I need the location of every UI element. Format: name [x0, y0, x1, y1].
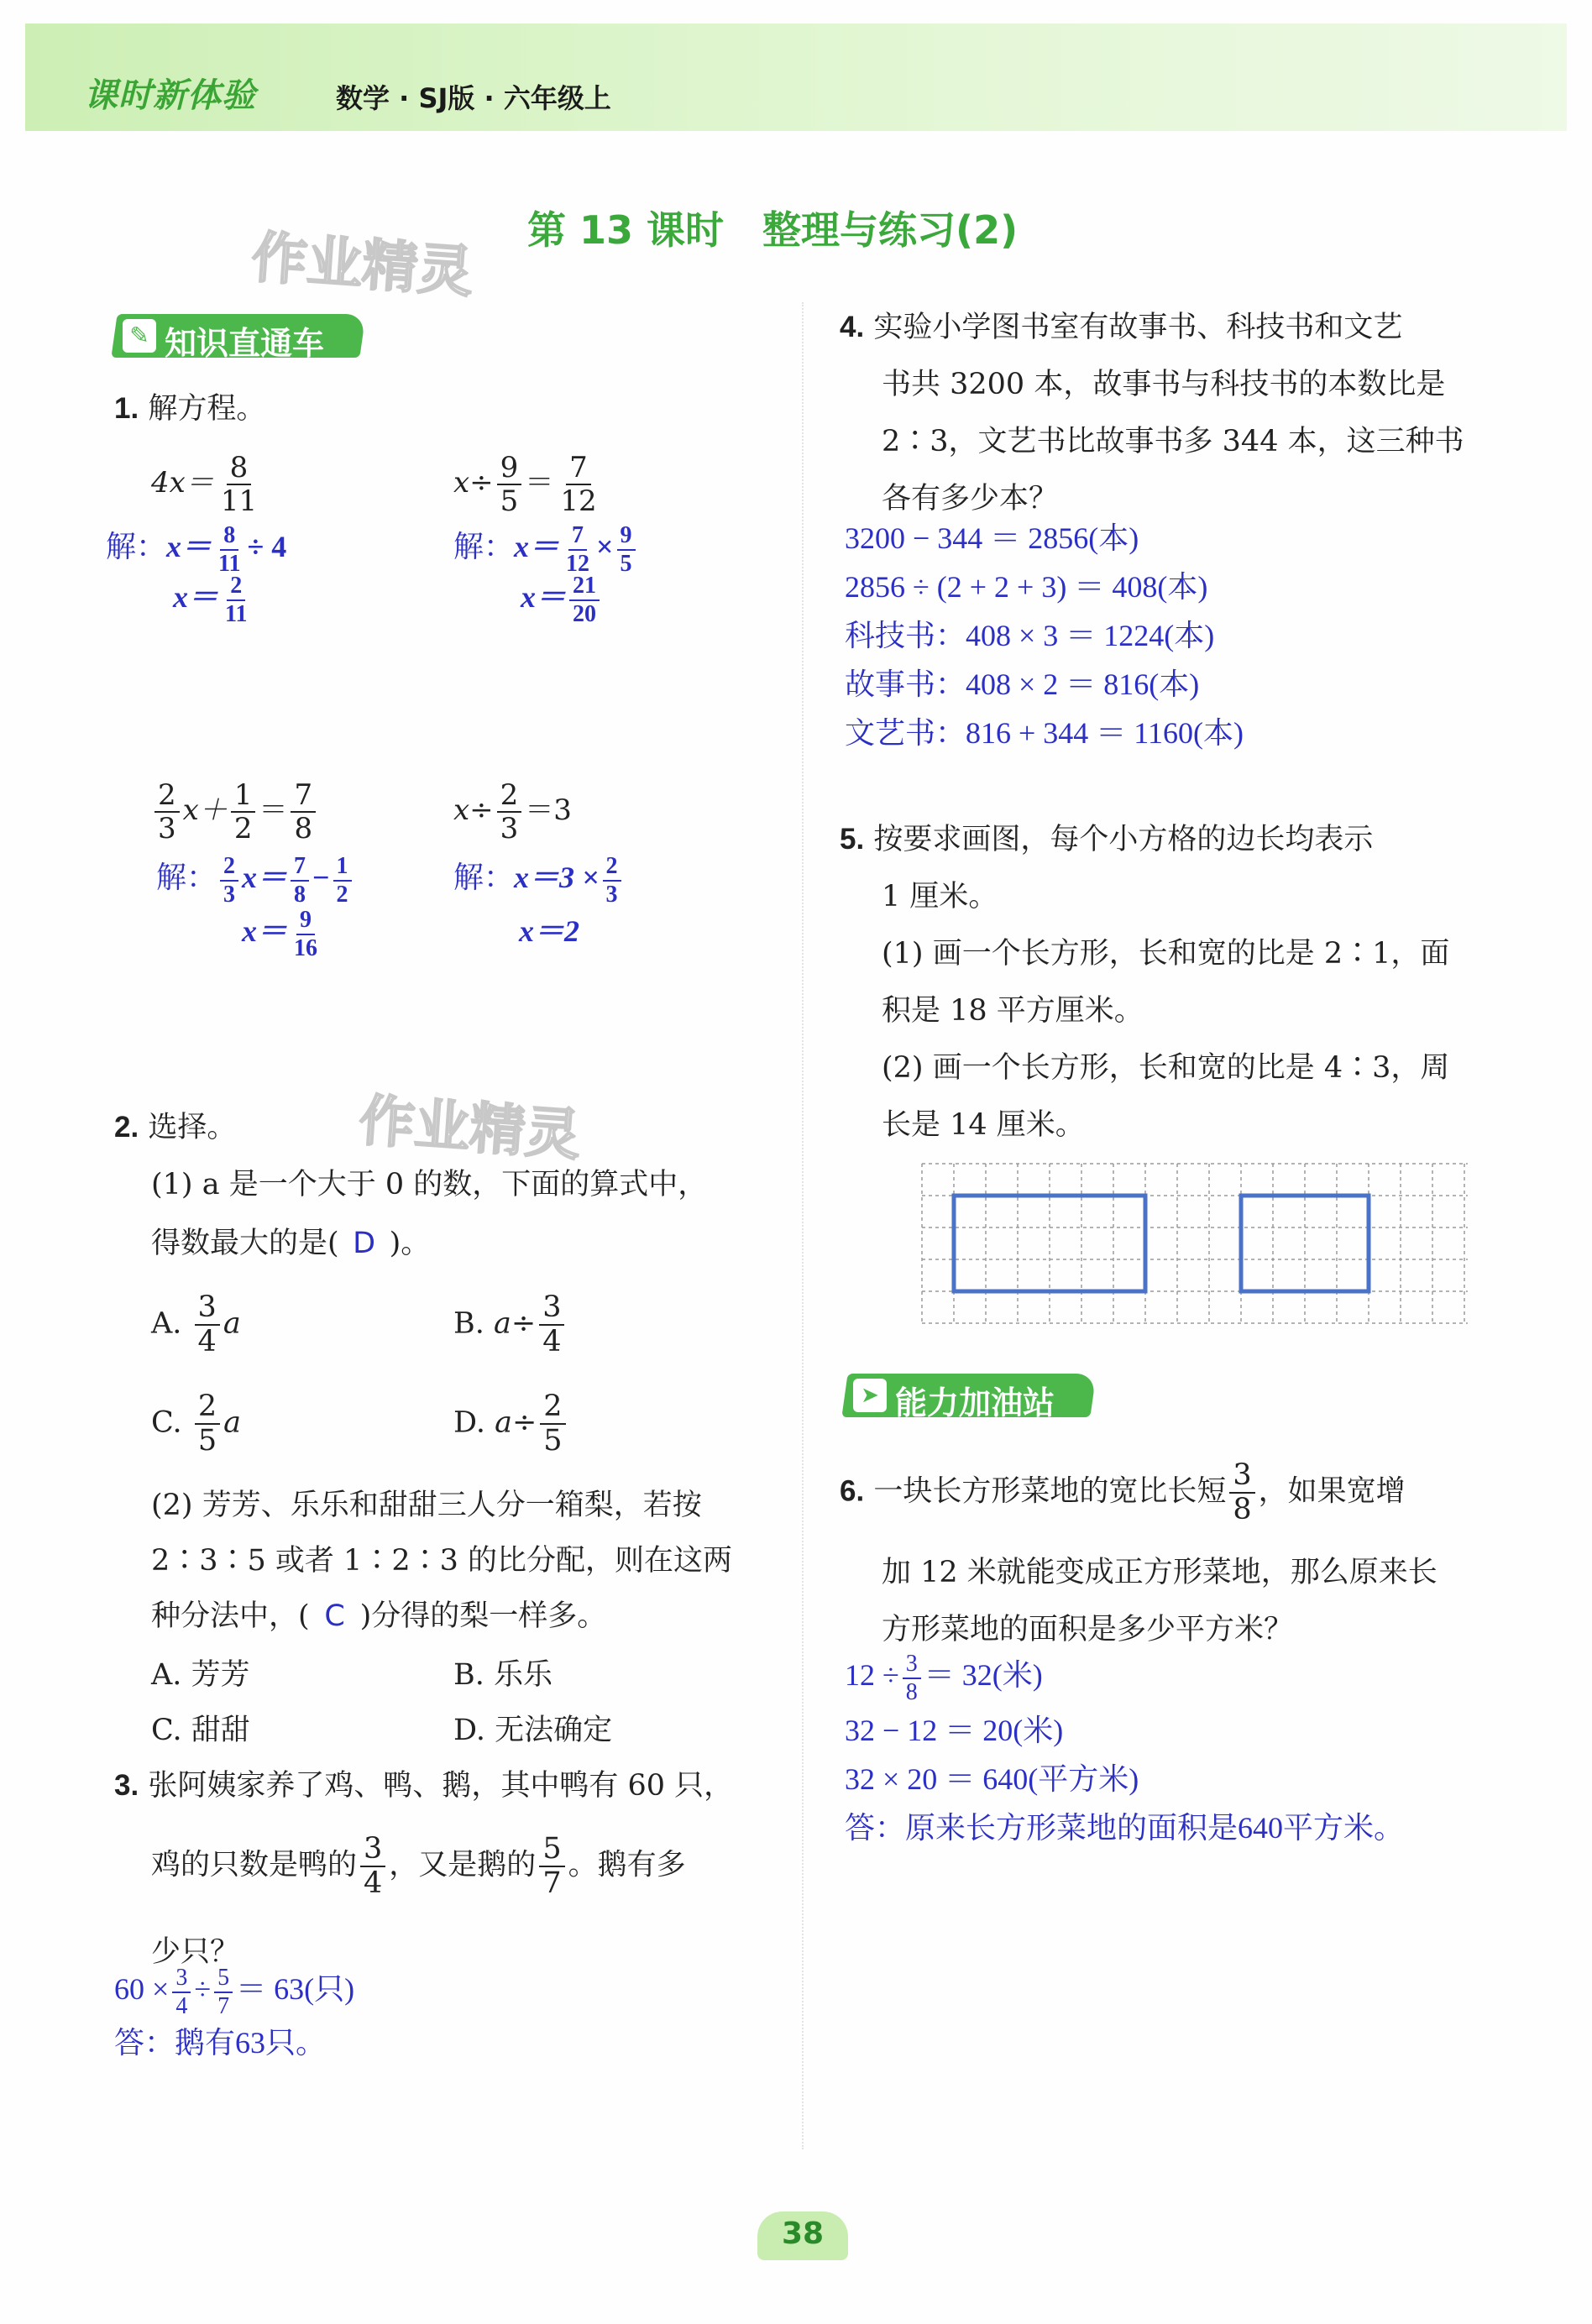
question-6-line3: 方形菜地的面积是多少平方米？	[882, 1613, 1294, 1646]
question-6-line2: 加 12 米就能变成正方形菜地，那么原来长	[882, 1556, 1438, 1589]
answer-choice-2: C	[324, 1599, 345, 1633]
question-number: 1.	[114, 392, 139, 425]
question-3-line2: 鸡的只数是鸭的 $\frac{3}{4}$ ，又是鹅的 $\frac{5}{7}$ 。鹅有多	[151, 1832, 686, 1900]
question-4-answer-3: 科技书：408 × 3 ＝ 1224(本)	[845, 619, 1215, 652]
equation-1-step2: x＝ $\frac{2}{11}$	[173, 572, 248, 627]
question-4-answer-4: 故事书：408 × 2 ＝ 816(本)	[845, 667, 1200, 701]
equation-4-step1: 解：x＝3 × $\frac{2}{3}$	[453, 853, 625, 907]
question-3: 3. 张阿姨家养了鸡、鸭、鹅，其中鸭有 60 只，	[114, 1769, 734, 1803]
section-knowledge-title: 知识直通车	[165, 325, 325, 362]
equation-3: $\frac{2}{3}$ x＋ $\frac{1}{2}$ ＝ $\frac{7}{8}$	[151, 781, 319, 843]
lesson-title: 第 13 课时 整理与练习(2)	[527, 207, 1019, 253]
rectangle-answer-2	[1241, 1196, 1369, 1291]
question-2: 2. 选择。	[114, 1111, 237, 1144]
option-a: A. $\frac{3}{4}$ a	[151, 1290, 241, 1358]
equation-2-step1: 解：x＝ $\frac{7}{12}$ × $\frac{9}{5}$	[453, 522, 639, 576]
question-2-part2: (2) 芳芳、乐乐和甜甜三人分一箱梨，若按 2∶3∶5 或者 1∶2∶3 的比分配，则在这两 种分法中，( C )分得的梨一样多。	[151, 1478, 789, 1644]
question-3-line3: 少只？	[151, 1935, 240, 1969]
option-d: D. a÷ $\frac{2}{5}$	[453, 1392, 569, 1456]
header-band	[25, 24, 1567, 131]
q2-option-b: B. 乐乐	[453, 1658, 552, 1692]
question-6-answer-1: 12 ÷ $\frac{3}{8}$ ＝ 32(米)	[845, 1650, 1043, 1705]
book-icon: ✎	[123, 319, 156, 353]
question-6-answer-3: 32 × 20 ＝ 640(平方米)	[845, 1762, 1139, 1796]
brand-logo: 课时新体验	[84, 76, 256, 115]
equation-4: x÷ $\frac{2}{3}$ ＝3	[453, 778, 572, 845]
q2-option-a: A. 芳芳	[151, 1658, 250, 1692]
header-subtitle: 数学 · SJ版 · 六年级上	[336, 82, 611, 114]
equation-4-step2: x＝2	[519, 914, 580, 948]
question-6-final: 答：原来长方形菜地的面积是640平方米。	[845, 1811, 1405, 1845]
question-text: 解方程。	[148, 392, 266, 426]
rectangle-answer-1	[954, 1196, 1145, 1291]
rocket-icon: ➤	[853, 1379, 887, 1412]
option-b: B. a÷ $\frac{3}{4}$	[453, 1293, 568, 1357]
question-6: 6. 一块长方形菜地的宽比长短 $\frac{3}{8}$ ，如果宽增	[840, 1458, 1406, 1526]
equation-3-step1: 解： $\frac{2}{3}$ x＝ $\frac{7}{8}$ − $\frac{1}{2}$	[156, 853, 355, 907]
equation-2: x÷ $\frac{9}{5}$ ＝ $\frac{7}{12}$	[453, 451, 597, 518]
column-divider	[802, 302, 804, 2149]
equation-3-step2: x＝ $\frac{9}{16}$	[242, 906, 318, 961]
q2-option-d: D. 无法确定	[453, 1714, 613, 1747]
question-3-answer: 60 × $\frac{3}{4}$ ÷ $\frac{5}{7}$ ＝ 63(只)	[114, 1964, 355, 2019]
answer-choice: D	[353, 1227, 376, 1260]
page-number: 38	[781, 2217, 825, 2251]
question-4-answer-1: 3200 − 344 ＝ 2856(本)	[845, 521, 1139, 555]
question-4-answer-2: 2856 ÷ (2 + 2 + 3) ＝ 408(本)	[845, 570, 1208, 604]
watermark-2: 作业精灵	[357, 1087, 583, 1169]
question-4-answer-5: 文艺书：816 + 344 ＝ 1160(本)	[845, 716, 1244, 750]
drawing-grid	[915, 1160, 1474, 1328]
question-6-answer-2: 32 − 12 ＝ 20(米)	[845, 1714, 1064, 1747]
question-5: 5. 按要求画图，每个小方格的边长均表示 1 厘米。 (1) 画一个长方形，长和宽的比是 2∶1，面 积是 18 平方厘米。 (2) 画一个长方形，长和宽的比是 4∶3，周 长是 14 厘米。	[840, 823, 1450, 1142]
question-4: 4. 实验小学图书室有故事书、科技书和文艺 书共 3200 本，故事书与科技书的本数比是 2∶3，文艺书比故事书多 344 本，这三种书 各有多少本？	[840, 311, 1464, 516]
equation-2-step2: x＝ $\frac{21}{20}$	[521, 573, 603, 626]
watermark: 作业精灵	[249, 224, 475, 306]
equation-1-step1: 解：x＝ $\frac{8}{11}$ ÷ 4	[106, 521, 287, 577]
q2-option-c: C. 甜甜	[151, 1714, 250, 1747]
section-ability-title: 能力加油站	[895, 1384, 1055, 1421]
question-1	[114, 379, 265, 438]
option-c: C. $\frac{2}{5}$ a	[151, 1390, 241, 1458]
question-3-final: 答：鹅有63只。	[114, 2026, 327, 2060]
equation-1: 4x＝ $\frac{8}{11}$	[151, 451, 258, 518]
question-2-part1: (1) a 是一个大于 0 的数，下面的算式中， 得数最大的是( D )。	[151, 1155, 772, 1273]
